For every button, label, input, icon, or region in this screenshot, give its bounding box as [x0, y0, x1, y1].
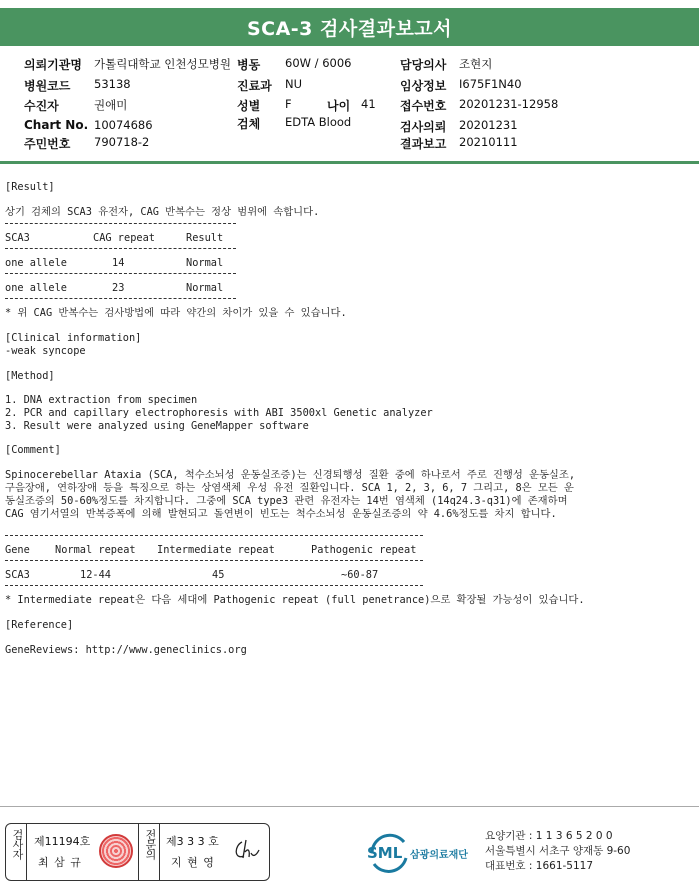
report-date-label: 결과보고: [400, 137, 447, 151]
sex-value: F: [285, 97, 292, 111]
result-header-cag: CAG repeat: [93, 232, 155, 244]
chart-number-value: 10074686: [94, 118, 153, 132]
logo-text: SML: [367, 844, 403, 862]
table-rule: [5, 535, 423, 536]
hospital-code-value: 53138: [94, 77, 131, 91]
result-row-2-allele: one allele: [5, 282, 67, 294]
table-rule: [5, 273, 236, 274]
comment-line: 동실조증의 50-60%정도를 차지합니다. 그중에 SCA type3 관련 유전자는 14번 염색체 (14q24.3-q31)에 존재하며: [5, 495, 568, 507]
institution-value: 가톨릭대학교 인천성모병원: [94, 57, 231, 71]
result-note: * 위 CAG 반복수는 검사방법에 따라 약간의 차이가 있을 수 있습니다.: [5, 307, 347, 319]
specimen-value: EDTA Blood: [285, 115, 352, 129]
divider: [159, 824, 160, 880]
ref-header-gene: Gene: [5, 544, 30, 556]
report-title: SCA-3 검사결과보고서: [0, 8, 699, 46]
divider: [138, 824, 139, 880]
specimen-label: 검체: [237, 117, 261, 131]
sex-label: 성별: [237, 99, 261, 113]
specialist-label: 전문의: [144, 829, 157, 859]
doctor-label: 담당의사: [400, 58, 447, 72]
result-row-1-allele: one allele: [5, 257, 67, 269]
table-rule: [5, 298, 236, 299]
examiner-license: 제11194호: [34, 835, 91, 848]
ward-value: 60W / 6006: [285, 56, 352, 70]
institution-label: 의뢰기관명: [24, 58, 82, 72]
result-summary: 상기 검체의 SCA3 유전자, CAG 반복수는 정상 범위에 속합니다.: [5, 206, 320, 218]
divider: [26, 824, 27, 880]
ward-label: 병동: [237, 58, 261, 72]
org-name: 삼광의료재단: [410, 850, 468, 861]
ref-header-pathogenic: Pathogenic repeat: [311, 544, 417, 556]
method-item: 2. PCR and capillary electrophoresis with ABI 3500xl Genetic analyzer: [5, 407, 433, 419]
ref-row-gene: SCA3: [5, 569, 30, 581]
table-rule: [5, 223, 236, 224]
age-value: 41: [361, 97, 376, 111]
comment-line: Spinocerebellar Ataxia (SCA, 척수소뇌성 운동실조증)는 신경퇴행성 질환 중에 하나로서 주로 진행성 운동실조,: [5, 469, 576, 481]
clinical-info-value: I675F1N40: [459, 77, 522, 91]
clinical-heading: [Clinical information]: [5, 332, 142, 344]
signature-icon: [232, 836, 262, 864]
table-rule: [5, 585, 423, 586]
clinical-text: -weak syncope: [5, 345, 86, 357]
header-divider: [0, 161, 699, 164]
comment-heading: [Comment]: [5, 444, 61, 456]
table-rule: [5, 248, 236, 249]
method-item: 3. Result were analyzed using GeneMapper software: [5, 420, 309, 432]
specialist-license: 제3 3 3 호: [166, 835, 219, 848]
comment-line: CAG 염기서열의 반복증폭에 의해 발현되고 돌연변이 빈도는 척수소뇌성 운동실조증의 약 4.6%정도를 차지 합니다.: [5, 508, 557, 520]
ref-row-normal: 12-44: [80, 569, 111, 581]
ref-header-normal: Normal repeat: [55, 544, 136, 556]
age-label: 나이: [327, 99, 351, 113]
result-header-gene: SCA3: [5, 232, 30, 244]
ref-header-intermediate: Intermediate repeat: [157, 544, 275, 556]
patient-info-panel: [0, 52, 699, 160]
method-heading: [Method]: [5, 370, 55, 382]
table-rule: [5, 560, 423, 561]
comment-line: 구음장애, 연하장애 등을 특징으로 하는 상염색체 우성 유전 질환입니다. SCA 1, 2, 3, 6, 7 그리고, 8은 모든 운: [5, 482, 574, 494]
ref-row-pathogenic: ~60-87: [341, 569, 379, 581]
rrn-value: 790718-2: [94, 135, 150, 149]
org-info: [485, 829, 630, 874]
hospital-code-label: 병원코드: [24, 79, 71, 93]
dept-value: NU: [285, 77, 303, 91]
patient-label: 수진자: [24, 99, 59, 113]
chart-number-label: Chart No.: [24, 118, 89, 132]
report-date-value: 20210111: [459, 135, 518, 149]
receipt-number-label: 접수번호: [400, 99, 447, 113]
receipt-number-value: 20201231-12958: [459, 97, 559, 111]
examiner-name: 최 삼 규: [38, 856, 82, 869]
patient-value: 권애미: [94, 98, 128, 112]
result-header-result: Result: [186, 232, 224, 244]
specialist-name: 지 현 영: [171, 856, 215, 869]
ref-note: * Intermediate repeat은 다음 세대에 Pathogenic repeat (full penetrance)으로 확장될 가능성이 있습니다.: [5, 594, 585, 606]
request-date-label: 검사의뢰: [400, 120, 447, 134]
doctor-value: 조현지: [459, 57, 493, 71]
result-row-2-result: Normal: [186, 282, 224, 294]
ref-row-intermediate: 45: [212, 569, 225, 581]
dept-label: 진료과: [237, 79, 272, 93]
result-row-1-result: Normal: [186, 257, 224, 269]
method-item: 1. DNA extraction from specimen: [5, 394, 198, 406]
org-address: 서울특별시 서초구 양재동 9-60: [485, 845, 631, 857]
result-row-2-cag: 23: [112, 282, 125, 294]
reference-link[interactable]: GeneReviews: http://www.geneclinics.org: [5, 644, 247, 656]
org-phone: 대표번호 : 1661-5117: [485, 860, 594, 872]
signature-box: [5, 823, 270, 881]
examiner-label: 검사자: [11, 829, 24, 859]
reference-heading: [Reference]: [5, 619, 74, 631]
seal-stamp-icon: [99, 834, 133, 868]
request-date-value: 20201231: [459, 118, 518, 132]
org-code: 요양기관 : 1 1 3 6 5 2 0 0: [485, 830, 613, 842]
result-heading: [Result]: [5, 181, 55, 193]
footer-divider: [0, 806, 699, 807]
result-row-1-cag: 14: [112, 257, 125, 269]
clinical-info-label: 임상정보: [400, 79, 447, 93]
rrn-label: 주민번호: [24, 137, 71, 151]
